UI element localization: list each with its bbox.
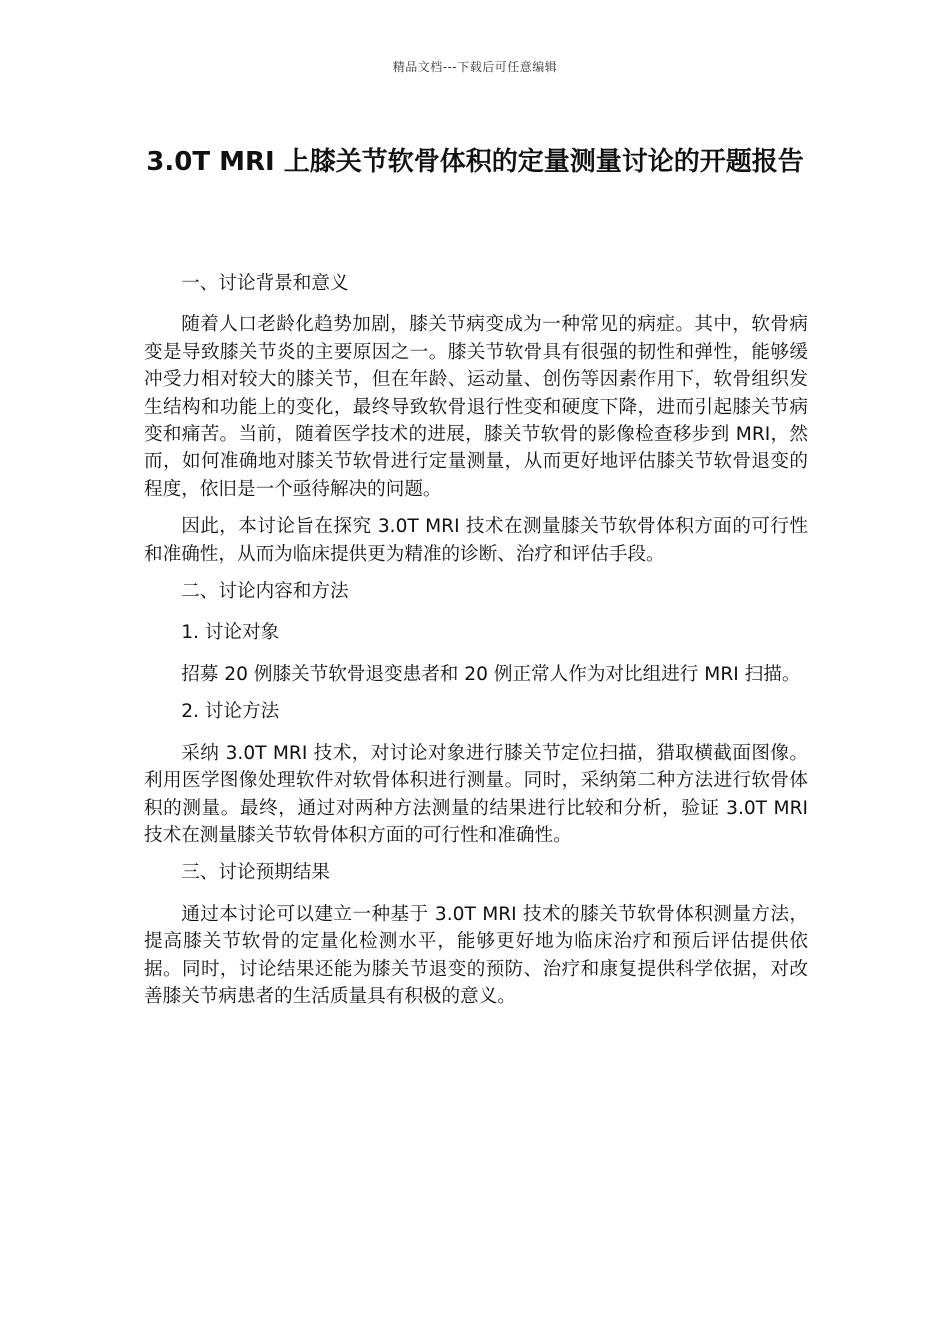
paragraph-subjects: 招募 20 例膝关节软骨退变患者和 20 例正常人作为对比组进行 MRI 扫描。 bbox=[181, 663, 801, 685]
document-body bbox=[144, 270, 808, 1020]
section-heading-background: 一、讨论背景和意义 bbox=[181, 273, 349, 294]
document-title: 3.0T MRI 上膝关节软骨体积的定量测量讨论的开题报告 bbox=[146, 147, 804, 177]
paragraph-purpose: 因此，本讨论旨在探究 3.0T MRI 技术在测量膝关节软骨体积方面的可行性和准确性，从而为临床提供更为精准的诊断、治疗和评估手段。 bbox=[144, 516, 808, 565]
paragraph-background: 随着人口老龄化趋势加剧，膝关节病变成为一种常见的病症。其中，软骨病变是导致膝关节炎的主要原因之一。膝关节软骨具有很强的韧性和弹性，能够缓冲受力相对较大的膝关节，但在年龄、运动量、创伤等因素作用下，软骨组织发生结构和功能上的变化，最终导致软骨退行性变和硬度下降，进而引起膝关节病变和痛苦。当前，随着医学技术的进展，膝关节软骨的影像检查移步到 MRI，然而，如何准确地对膝关节软骨进行定量测量，从而更好地评估膝关节软骨退变的程度，依旧是一个亟待解决的问题。 bbox=[144, 314, 808, 500]
subheading-methods: 2. 讨论方法 bbox=[181, 701, 280, 723]
subheading-subjects: 1. 讨论对象 bbox=[181, 622, 280, 644]
section-heading-expected-results: 三、讨论预期结果 bbox=[181, 862, 330, 884]
header-note: 精品文档---下载后可任意编辑 bbox=[392, 60, 558, 74]
paragraph-methods: 采纳 3.0T MRI 技术，对讨论对象进行膝关节定位扫描，猎取横截面图像。利用医学图像处理软件对软骨体积进行测量。同时，采纳第二种方法进行软骨体积的测量。最终，通过对两种方法测量的结果进行比较和分析，验证 3.0T MRI 技术在测量膝关节软骨体积方面的可行性和准确性。 bbox=[144, 742, 808, 846]
paragraph-expected-results: 通过本讨论可以建立一种基于 3.0T MRI 技术的膝关节软骨体积测量方法，提高膝关节软骨的定量化检测水平，能够更好地为临床治疗和预后评估提供依据。同时，讨论结果还能为膝关节退变的预防、治疗和康复提供科学依据，对改善膝关节病患者的生活质量具有积极的意义。 bbox=[144, 903, 808, 1007]
section-heading-content-method: 二、讨论内容和方法 bbox=[181, 581, 349, 603]
